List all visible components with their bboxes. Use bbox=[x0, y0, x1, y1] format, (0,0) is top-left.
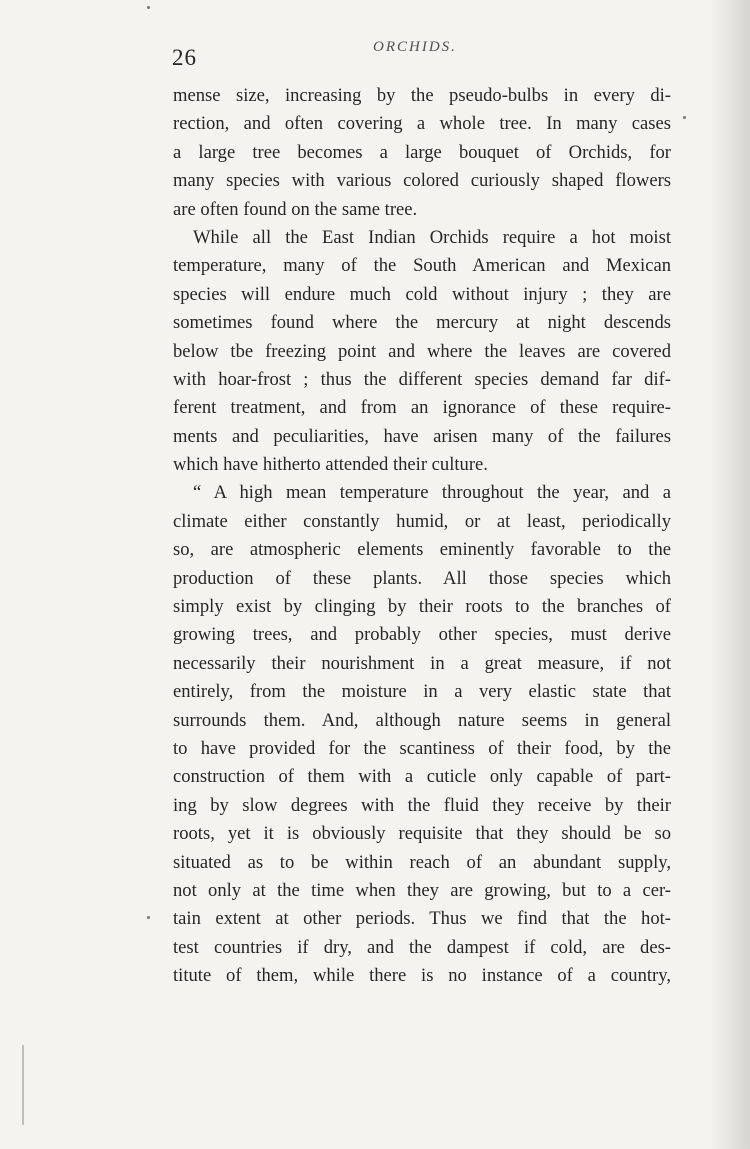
text-line: sometimes found where the mercury at night descends bbox=[173, 312, 671, 334]
text-line: temperature, many of the South American and Mexican bbox=[173, 255, 671, 277]
speck bbox=[147, 916, 150, 919]
text-line: construction of them with a cuticle only capable of part- bbox=[173, 766, 671, 788]
text-line: tain extent at other periods. Thus we find that the hot- bbox=[173, 908, 671, 930]
text-line: production of these plants. All those species which bbox=[173, 567, 671, 589]
text-line: not only at the time when they are growing, but to a cer- bbox=[173, 879, 671, 901]
text-line: mense size, increasing by the pseudo-bulbs in every di- bbox=[173, 85, 671, 106]
text-line: ing by slow degrees with the fluid they receive by their bbox=[173, 794, 671, 816]
text-line: below tbe freezing point and where the leaves are covered bbox=[173, 340, 671, 362]
text-line: roots, yet it is obviously requisite that they should be so bbox=[173, 823, 671, 845]
text-line: climate either constantly humid, or at least, periodically bbox=[173, 510, 671, 532]
text-line: necessarily their nourishment in a great measure, if not bbox=[173, 652, 671, 674]
speck bbox=[147, 6, 150, 9]
page-number: 26 bbox=[172, 45, 197, 70]
text-line: titute of them, while there is no instance of a country, bbox=[173, 965, 671, 987]
text-line: simply exist by clinging by their roots to the branches of bbox=[173, 596, 671, 618]
text-line: ferent treatment, and from an ignorance of these require- bbox=[173, 397, 671, 419]
text-line: growing trees, and probably other species, must derive bbox=[173, 624, 671, 646]
text-line: entirely, from the moisture in a very elastic state that bbox=[173, 681, 671, 703]
text-line: species will endure much cold without injury ; they are bbox=[173, 283, 671, 305]
text-line: “ A high mean temperature throughout the year, and a bbox=[193, 482, 671, 504]
text-line: are often found on the same tree. bbox=[173, 198, 418, 220]
speck bbox=[683, 116, 686, 119]
text-line: so, are atmospheric elements eminently favorable to the bbox=[173, 539, 671, 561]
running-title: ORCHIDS. bbox=[373, 39, 457, 55]
text-line: ments and peculiarities, have arisen many of the failures bbox=[173, 425, 671, 447]
text-line: While all the East Indian Orchids require a hot moist bbox=[193, 226, 671, 248]
text-line: which have hitherto attended their culture. bbox=[173, 454, 488, 476]
text-line: a large tree becomes a large bouquet of Orchids, for bbox=[173, 141, 671, 163]
text-line: surrounds them. And, although nature seems in general bbox=[173, 709, 671, 731]
page-edge-shadow bbox=[710, 0, 750, 1149]
text-line: to have provided for the scantiness of their food, by the bbox=[173, 737, 671, 759]
text-line: test countries if dry, and the dampest if cold, are des- bbox=[173, 936, 671, 958]
body-text bbox=[173, 82, 671, 991]
text-line: with hoar-frost ; thus the different species demand far dif- bbox=[173, 368, 671, 390]
text-line: situated as to be within reach of an abundant supply, bbox=[173, 851, 671, 873]
text-line: rection, and often covering a whole tree. In many cases bbox=[173, 113, 671, 135]
binding-mark bbox=[22, 1045, 24, 1125]
text-line: many species with various colored curiously shaped flowers bbox=[173, 170, 671, 192]
